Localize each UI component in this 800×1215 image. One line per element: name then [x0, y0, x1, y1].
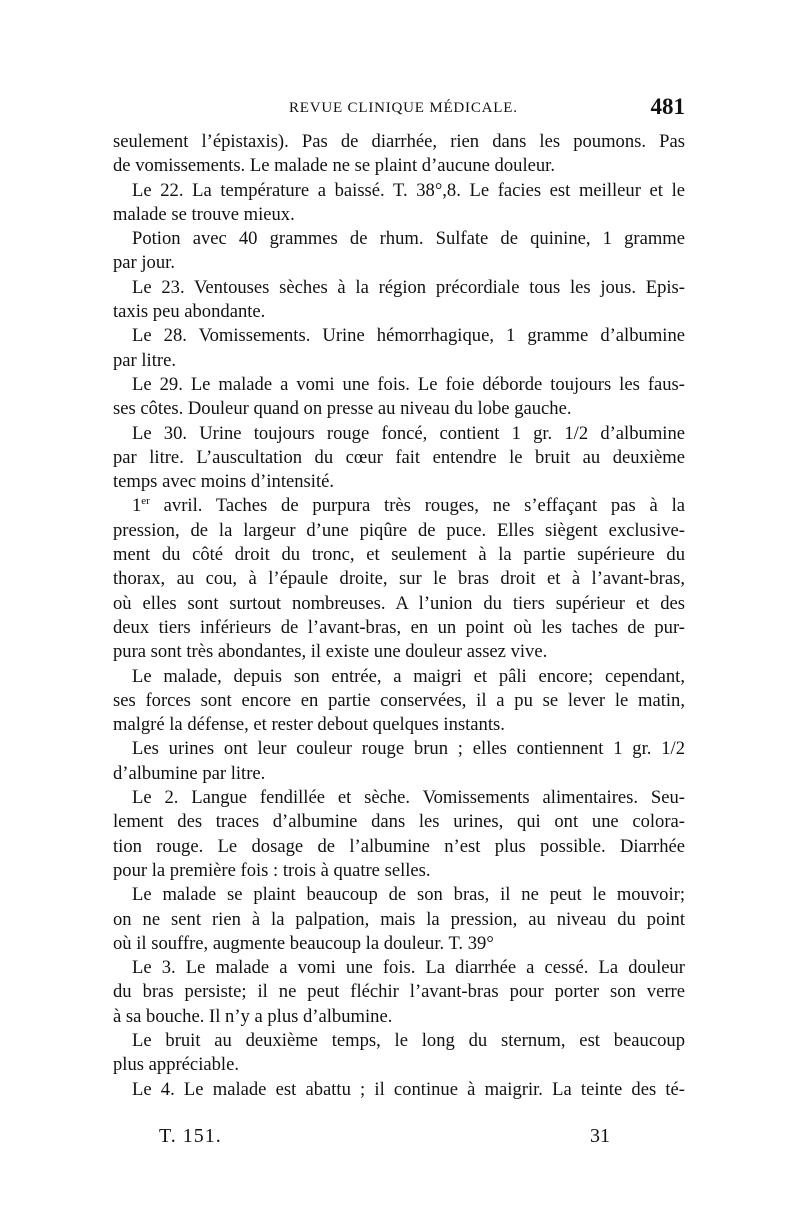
- text-line: malgré la défense, et rester debout quelques instants.: [113, 714, 505, 736]
- volume-signature: T. 151.: [159, 1125, 222, 1147]
- text-line: par jour.: [113, 252, 175, 274]
- text-line: deux tiers inférieurs de l’avant-bras, en un point où les taches de pur-: [113, 616, 685, 638]
- body-text: [113, 130, 685, 1102]
- text-line: thorax, au cou, à l’épaule droite, sur le bras droit et à l’avant-bras,: [113, 568, 685, 590]
- text-line: taxis peu abondante.: [113, 301, 266, 323]
- page-number: 481: [650, 94, 685, 119]
- page-footer: [113, 1125, 685, 1155]
- text-line: tion rouge. Le dosage de l’albumine n’est plus possible. Diarrhée: [113, 835, 685, 857]
- page-header: [113, 96, 685, 126]
- text-line: Le 29. Le malade a vomi une fois. Le foie déborde toujours les faus-: [132, 373, 685, 395]
- text-line: Le malade se plaint beaucoup de son bras, il ne peut le mouvoir;: [132, 884, 685, 906]
- text-line: Le 22. La température a baissé. T. 38°,8. Le facies est meilleur et le: [132, 179, 685, 201]
- text-line: Le 3. Le malade a vomi une fois. La diarrhée a cessé. La douleur: [132, 957, 685, 979]
- text-line: où elles sont surtout nombreuses. A l’union du tiers supérieur et des: [113, 592, 685, 614]
- text-line: on ne sent rien à la palpation, mais la pression, au niveau du point: [113, 908, 685, 930]
- text-line: pour la première fois : trois à quatre selles.: [113, 859, 431, 881]
- text-line: 1er avril. Taches de purpura très rouges, ne s’effaçant pas à la: [132, 495, 685, 517]
- text-line: du bras persiste; il ne peut fléchir l’avant-bras pour porter son verre: [113, 981, 685, 1003]
- text-line: Le 30. Urine toujours rouge foncé, contient 1 gr. 1/2 d’albumine: [132, 422, 685, 444]
- text-line: pression, de la largeur d’une piqûre de puce. Elles siègent exclusive-: [113, 519, 685, 541]
- text-line: ses côtes. Douleur quand on presse au niveau du lobe gauche.: [113, 398, 572, 420]
- text-line: seulement l’épistaxis). Pas de diarrhée, rien dans les poumons. Pas: [113, 131, 685, 152]
- text-line: Les urines ont leur couleur rouge brun ; elles contiennent 1 gr. 1/2: [132, 738, 685, 760]
- text-line: malade se trouve mieux.: [113, 203, 295, 225]
- text-line: Le 4. Le malade est abattu ; il continue à maigrir. La teinte des té-: [132, 1078, 685, 1100]
- text-line: Potion avec 40 grammes de rhum. Sulfate de quinine, 1 gramme: [132, 228, 685, 250]
- signature-number: 31: [590, 1125, 610, 1147]
- text-line: Le 28. Vomissements. Urine hémorrhagique, 1 gramme d’albumine: [132, 325, 685, 347]
- text-line: Le 23. Ventouses sèches à la région précordiale tous les jous. Epis-: [132, 276, 685, 298]
- text-line: d’albumine par litre.: [113, 762, 266, 784]
- text-line: plus appréciable.: [113, 1054, 239, 1076]
- text-line: par litre.: [113, 349, 176, 371]
- running-head: REVUE CLINIQUE MÉDICALE.: [289, 100, 518, 116]
- text-line: temps avec moins d’intensité.: [113, 471, 335, 493]
- text-line: Le malade, depuis son entrée, a maigri et pâli encore; cependant,: [132, 665, 685, 687]
- text-line: où il souffre, augmente beaucoup la douleur. T. 39°: [113, 932, 494, 954]
- text-line: de vomissements. Le malade ne se plaint d’aucune douleur.: [113, 155, 555, 177]
- text-line: ment du côté droit du tronc, et seulement à la partie supérieure du: [113, 544, 685, 566]
- text-line: lement des traces d’albumine dans les urines, qui ont une colora-: [113, 811, 685, 833]
- text-line: Le bruit au deuxième temps, le long du sternum, est beaucoup: [132, 1029, 685, 1051]
- text-line: Le 2. Langue fendillée et sèche. Vomissements alimentaires. Seu-: [132, 787, 685, 809]
- text-line: ses forces sont encore en partie conservées, il a pu se lever le matin,: [113, 689, 685, 711]
- text-line: pura sont très abondantes, il existe une douleur assez vive.: [113, 641, 548, 663]
- text-line: par litre. L’auscultation du cœur fait entendre le bruit au deuxième: [113, 446, 685, 468]
- text-line: à sa bouche. Il n’y a plus d’albumine.: [113, 1005, 393, 1027]
